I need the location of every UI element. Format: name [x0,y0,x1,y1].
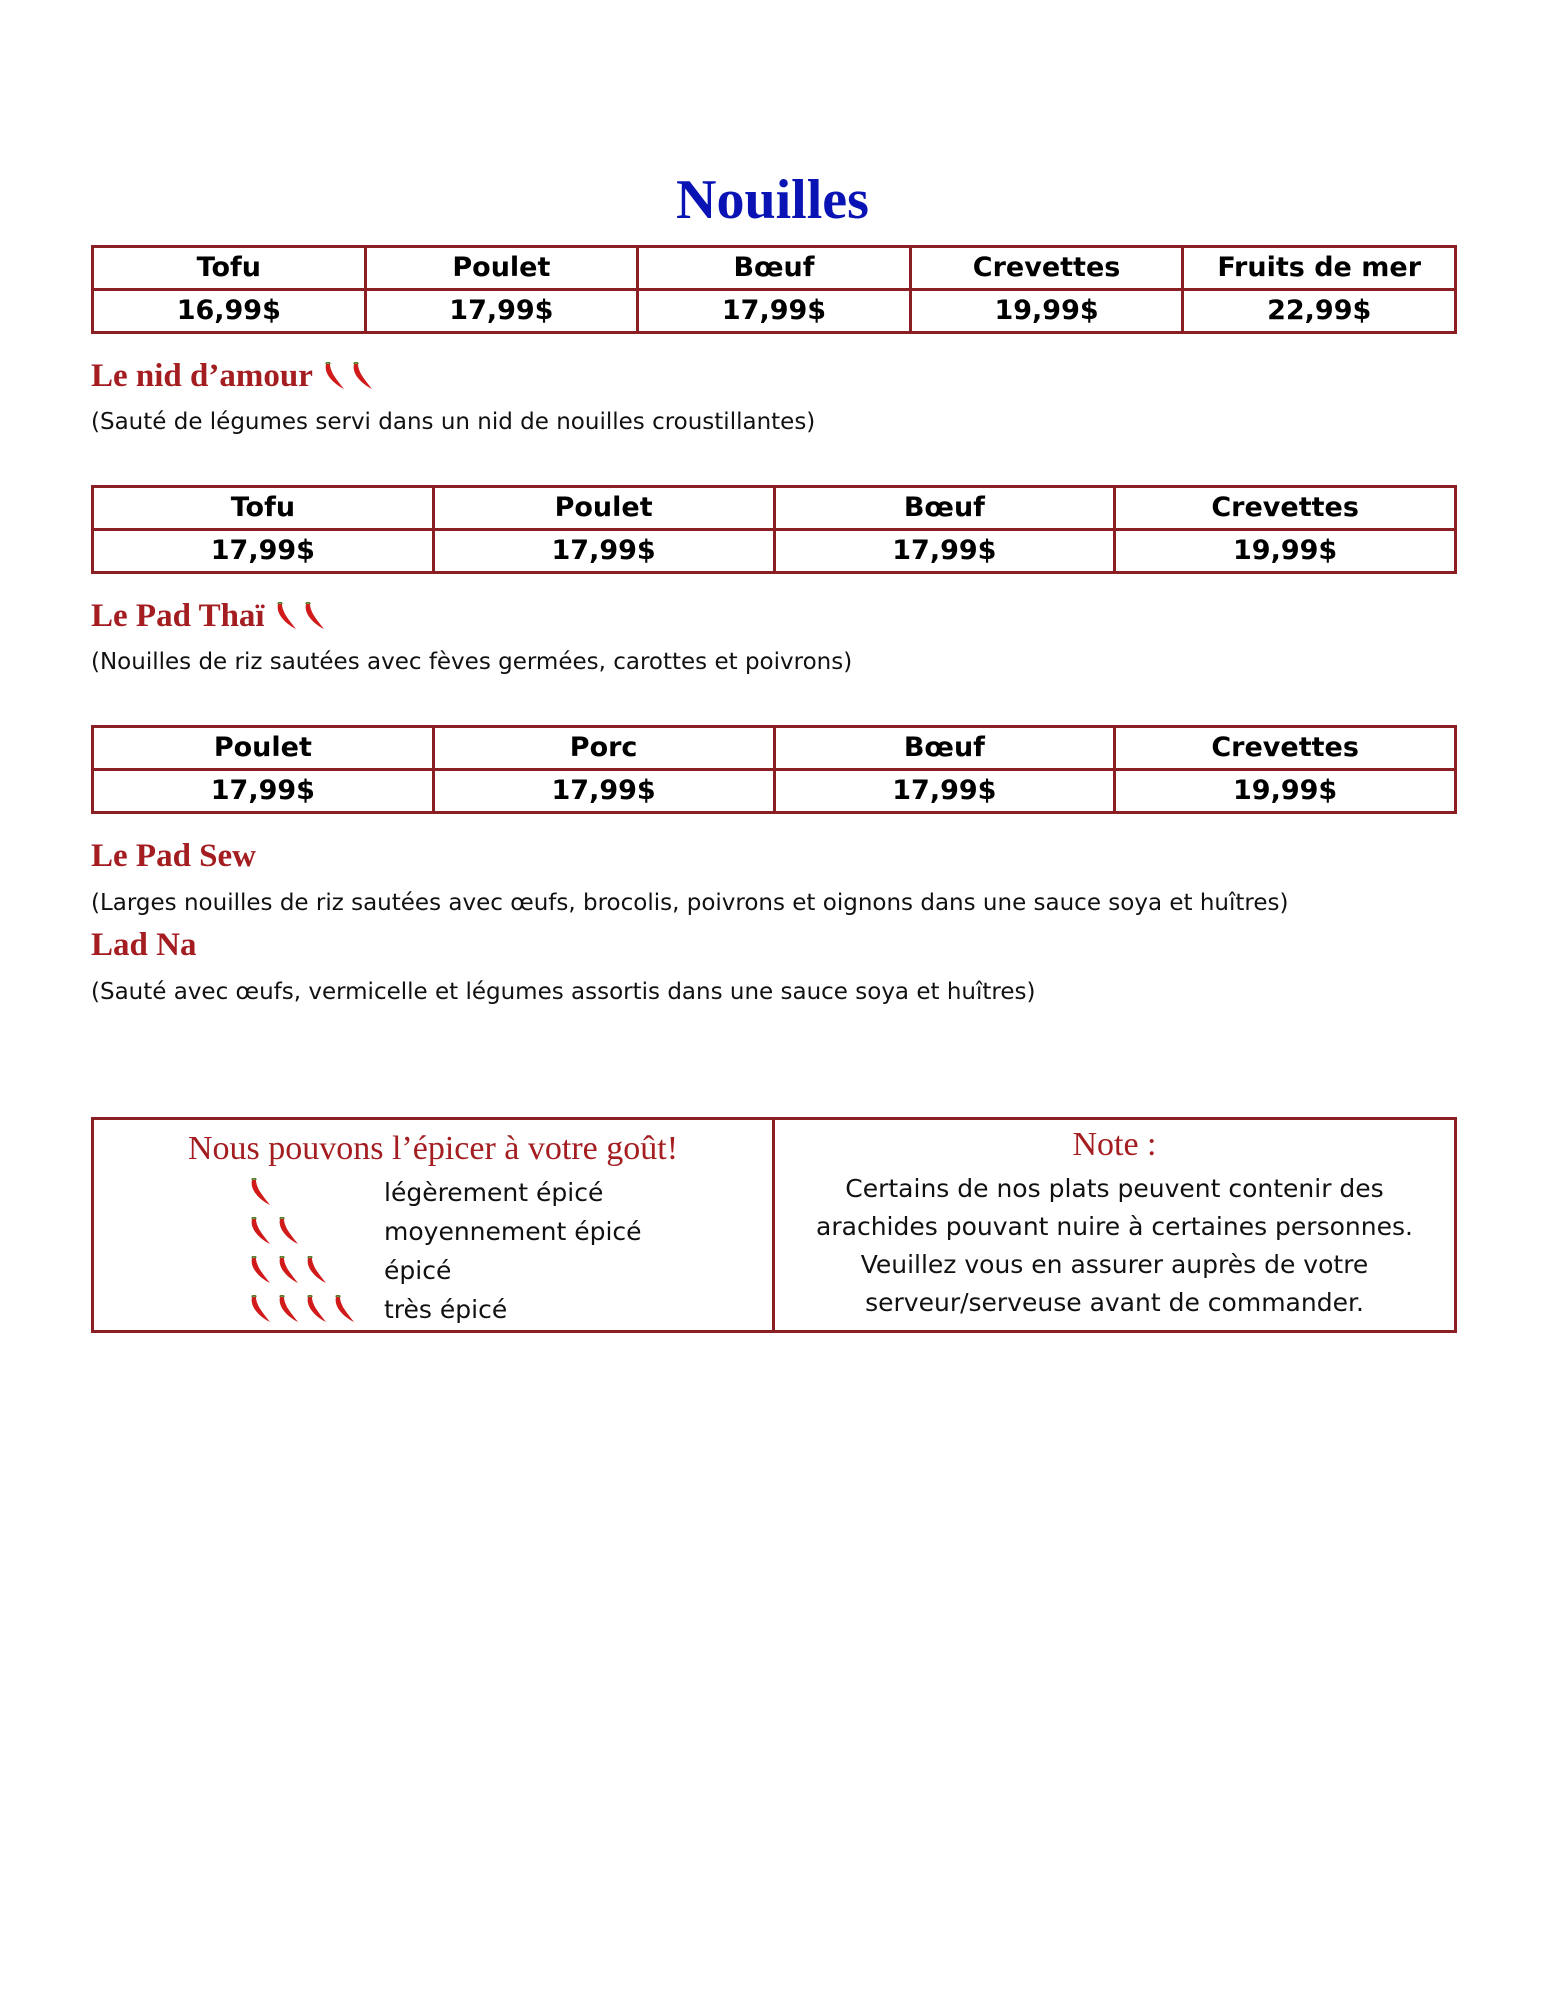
price-table-header-row [93,247,1456,290]
dish-name-nid-damour [91,356,379,396]
price-table-header-row [93,487,1456,530]
price-cell: 22,99$ [1183,290,1456,333]
price-cell: 17,99$ [638,290,911,333]
spice-indicator [323,362,379,390]
chili-pepper-icon [277,1217,299,1245]
column-header: Fruits de mer [1183,247,1456,290]
spice-indicator [249,1295,384,1323]
price-table-pad-thai [91,485,1457,574]
spice-level-label: épicé [384,1255,452,1285]
column-header: Poulet [93,727,434,770]
spice-indicator [249,1217,384,1245]
chili-pepper-icon [351,362,373,390]
column-header: Porc [433,727,774,770]
column-header: Bœuf [774,487,1115,530]
price-cell: 19,99$ [910,290,1183,333]
column-header: Tofu [93,487,434,530]
chili-pepper-icon [249,1178,271,1206]
chili-pepper-icon [249,1295,271,1323]
allergy-note [775,1120,1454,1330]
price-cell: 17,99$ [365,290,638,333]
spice-legend [94,1120,775,1330]
spice-level-row [249,1291,507,1327]
spice-level-label: très épicé [384,1294,508,1324]
spice-indicator [249,1178,384,1206]
spice-indicator [275,602,331,630]
dish-name-label: Lad Na [91,927,197,963]
dish-name-label: Le Pad Thaï [91,598,265,634]
note-line: arachides pouvant nuire à certaines personnes. [816,1212,1413,1241]
price-cell: 19,99$ [1115,770,1456,813]
price-cell: 17,99$ [774,530,1115,573]
spice-level-label: légèrement épicé [384,1177,604,1207]
note-line: Veuillez vous en assurer auprès de votre [860,1250,1369,1279]
dish-name-pad-sew [91,836,256,876]
spice-level-row [249,1213,642,1249]
chili-pepper-icon [333,1295,355,1323]
column-header: Crevettes [1115,727,1456,770]
column-header: Tofu [93,247,366,290]
column-header: Poulet [365,247,638,290]
spice-level-row [249,1174,603,1210]
chili-pepper-icon [305,1256,327,1284]
price-cell: 19,99$ [1115,530,1456,573]
price-table-price-row [93,290,1456,333]
chili-pepper-icon [323,362,345,390]
column-header: Poulet [433,487,774,530]
price-table-price-row [93,530,1456,573]
chili-pepper-icon [277,1295,299,1323]
price-cell: 17,99$ [93,770,434,813]
dish-name-pad-thai [91,596,331,636]
chili-pepper-icon [249,1256,271,1284]
dish-description-pad-thai: (Nouilles de riz sautées avec fèves germées, carottes et poivrons) [91,649,853,675]
price-table-pad-sew [91,725,1457,814]
column-header: Bœuf [638,247,911,290]
chili-pepper-icon [303,602,325,630]
dish-description-nid-damour: (Sauté de légumes servi dans un nid de nouilles croustillantes) [91,409,816,435]
chili-pepper-icon [277,1256,299,1284]
chili-pepper-icon [305,1295,327,1323]
column-header: Crevettes [1115,487,1456,530]
price-cell: 17,99$ [433,530,774,573]
column-header: Bœuf [774,727,1115,770]
dish-name-label: Le nid d’amour [91,358,313,394]
price-cell: 16,99$ [93,290,366,333]
price-table-price-row [93,770,1456,813]
spice-legend-and-note [91,1117,1457,1333]
column-header: Crevettes [910,247,1183,290]
spice-level-row [249,1252,451,1288]
price-table-header-row [93,727,1456,770]
dish-description-pad-sew: (Larges nouilles de riz sautées avec œufs, brocolis, poivrons et oignons dans une sauce soya et huîtres) [91,890,1289,916]
price-cell: 17,99$ [433,770,774,813]
dish-name-label: Le Pad Sew [91,838,256,874]
spice-legend-title: Nous pouvons l’épicer à votre goût! [187,1130,679,1167]
note-line: serveur/serveuse avant de commander. [865,1288,1364,1317]
page-title: Nouilles [676,169,869,231]
price-cell: 17,99$ [774,770,1115,813]
note-title: Note : [1072,1126,1157,1163]
price-cell: 17,99$ [93,530,434,573]
chili-pepper-icon [275,602,297,630]
chili-pepper-icon [249,1217,271,1245]
spice-indicator [249,1256,384,1284]
price-table-nid-damour [91,245,1457,334]
dish-name-lad-na [91,925,196,965]
dish-description-lad-na: (Sauté avec œufs, vermicelle et légumes assortis dans une sauce soya et huîtres) [91,979,1036,1005]
note-line: Certains de nos plats peuvent contenir des [845,1174,1384,1203]
spice-level-label: moyennement épicé [384,1216,642,1246]
